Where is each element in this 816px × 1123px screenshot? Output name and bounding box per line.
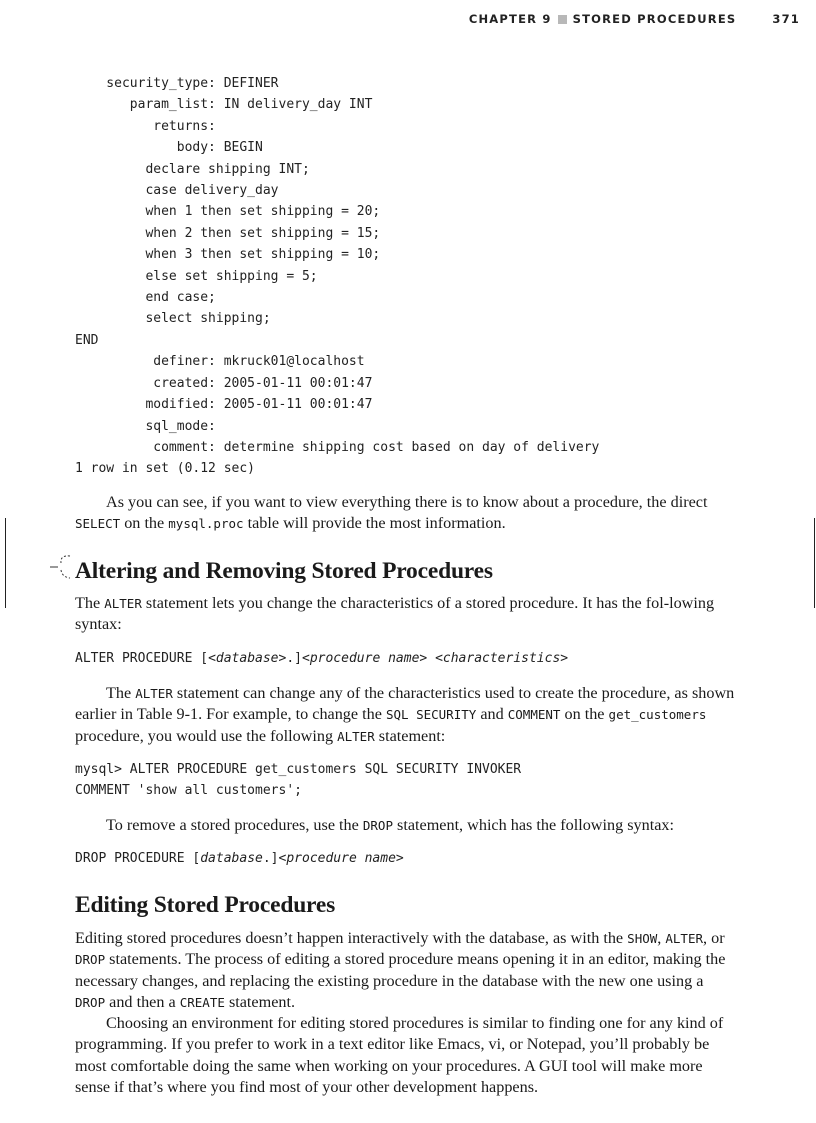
margin-marker-icon bbox=[50, 553, 78, 583]
paragraph-editing-environment: Choosing an environment for editing stored procedures is similar to finding one for any kind of programming. If you prefer to work in a text editor like Emacs, vi, or Notepad, you’ll probably be most comfortable doing the same when working on your procedures. A GUI tool will make more sense if that’s where you find most of your other development happens. bbox=[75, 1014, 724, 1096]
paragraph-drop-intro: To remove a stored procedures, use the DROP statement, which has the following syntax: bbox=[106, 816, 674, 834]
code-line: case delivery_day bbox=[75, 183, 279, 199]
page-number: 371 bbox=[772, 12, 800, 26]
code-line: sql_mode: bbox=[75, 418, 216, 434]
code-line: when 2 then set shipping = 15; bbox=[75, 225, 381, 241]
code-line: when 1 then set shipping = 20; bbox=[75, 204, 381, 220]
heading-editing: Editing Stored Procedures bbox=[75, 892, 336, 918]
code-line: param_list: IN delivery_day INT bbox=[75, 97, 373, 113]
drop-syntax: DROP PROCEDURE [database.]<procedure name> bbox=[75, 851, 404, 866]
running-head bbox=[469, 12, 800, 26]
code-line: body: BEGIN bbox=[75, 140, 263, 156]
paragraph-view-procedure: As you can see, if you want to view everything there is to know about a procedure, the direct SELECT on the mysql.proc table will provide the most information. bbox=[75, 493, 708, 533]
code-line: when 3 then set shipping = 10; bbox=[75, 247, 381, 263]
left-margin-rule bbox=[5, 518, 6, 608]
chapter-label: CHAPTER 9 bbox=[468, 12, 552, 26]
code-line: definer: mkruck01@localhost bbox=[75, 354, 365, 370]
code-line: created: 2005-01-11 00:01:47 bbox=[75, 375, 373, 391]
heading-altering-removing: Altering and Removing Stored Procedures bbox=[75, 558, 493, 584]
code-line: modified: 2005-01-11 00:01:47 bbox=[75, 397, 373, 413]
alter-syntax: ALTER PROCEDURE [<database>.]<procedure name> <characteristics> bbox=[75, 651, 569, 666]
chapter-title: STORED PROCEDURES bbox=[572, 12, 737, 26]
alter-example-line-2: COMMENT 'show all customers'; bbox=[75, 783, 302, 798]
code-line: declare shipping INT; bbox=[75, 161, 310, 177]
code-line: end case; bbox=[75, 290, 216, 306]
code-line: 1 row in set (0.12 sec) bbox=[75, 461, 256, 477]
paragraph-alter-intro: The ALTER statement lets you change the characteristics of a stored procedure. It has the fol-lowing syntax: bbox=[75, 594, 715, 634]
code-line: else set shipping = 5; bbox=[75, 268, 318, 284]
paragraph-editing-intro: Editing stored procedures doesn’t happen interactively with the database, as with the SHOW, ALTER, or DROP statements. The process of editing a stored procedure means opening it in an editor, making the necessary changes, and replacing the existing procedure in the database with the new one using a DROP and then a CREATE statement. bbox=[75, 929, 726, 1011]
paragraph-alter-details: The ALTER statement can change any of the characteristics used to create the procedure, as shown earlier in Table 9-1. For example, to change the SQL SECURITY and COMMENT on the get_customers procedure, you would use the following ALTER statement: bbox=[75, 684, 735, 745]
square-separator-icon bbox=[558, 15, 567, 24]
procedure-listing bbox=[75, 73, 599, 480]
code-line: select shipping; bbox=[75, 311, 271, 327]
code-line: security_type: DEFINER bbox=[75, 76, 279, 91]
code-line: returns: bbox=[75, 118, 216, 134]
code-line: comment: determine shipping cost based on day of delivery bbox=[75, 439, 600, 455]
right-margin-rule bbox=[814, 518, 815, 608]
alter-example-line-1: mysql> ALTER PROCEDURE get_customers SQL SECURITY INVOKER bbox=[75, 762, 522, 777]
code-line: END bbox=[75, 332, 99, 348]
